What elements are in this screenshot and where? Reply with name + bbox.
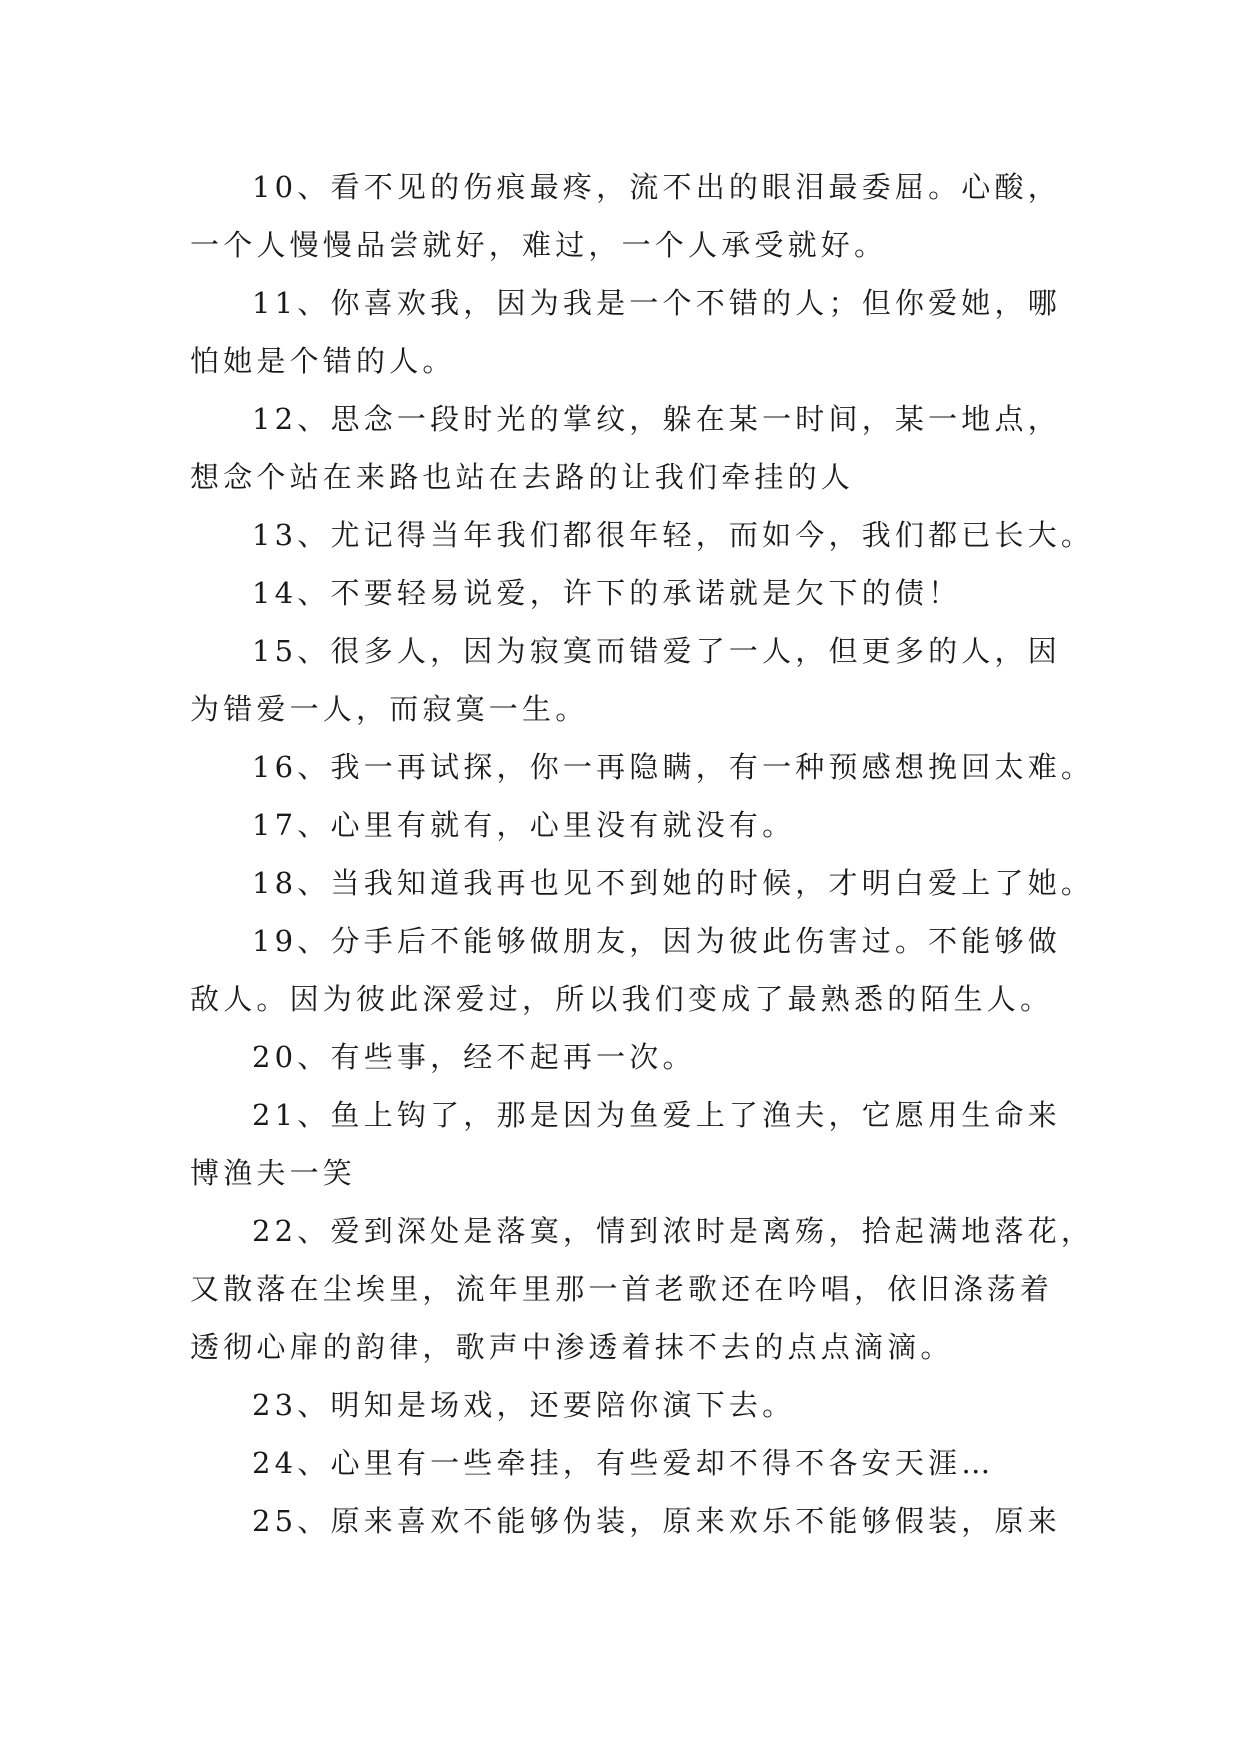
- paragraph-line: 22、爱到深处是落寞，情到浓时是离殇，拾起满地落花，: [252, 1214, 1095, 1248]
- paragraph-line: 19、分手后不能够做朋友，因为彼此伤害过。不能够做: [252, 924, 1061, 958]
- paragraph-line: 24、心里有一些牵挂，有些爱却不得不各安天涯…: [252, 1446, 995, 1480]
- paragraph-line: 13、尤记得当年我们都很年轻，而如今，我们都已长大。: [252, 518, 1095, 552]
- paragraph-15: [190, 622, 1070, 738]
- paragraph-22: [190, 1202, 1095, 1376]
- paragraph-21: [190, 1086, 1070, 1202]
- paragraph-20: [190, 1028, 1070, 1086]
- paragraph-23: [190, 1376, 1070, 1434]
- paragraph-line: 10、看不见的伤痕最疼，流不出的眼泪最委屈。心酸，: [252, 170, 1061, 204]
- paragraph-line: 16、我一再试探，你一再隐瞒，有一种预感想挽回太难。: [252, 750, 1095, 784]
- paragraph-line: 14、不要轻易说爱，许下的承诺就是欠下的债！: [252, 576, 962, 610]
- paragraph-24: [190, 1434, 1070, 1492]
- paragraph-line: 一个人慢慢品尝就好，难过，一个人承受就好。: [190, 228, 888, 262]
- paragraph-line: 11、你喜欢我，因为我是一个不错的人；但你爱她，哪: [252, 286, 1061, 320]
- paragraph-11: [190, 274, 1070, 390]
- paragraph-10: [190, 158, 1070, 274]
- document-body: [190, 158, 1095, 1550]
- paragraph-16: [190, 738, 1095, 796]
- paragraph-line: 23、明知是场戏，还要陪你演下去。: [252, 1388, 796, 1422]
- paragraph-12: [190, 390, 1070, 506]
- paragraph-13: [190, 506, 1095, 564]
- paragraph-line: 18、当我知道我再也见不到她的时候，才明白爱上了她。: [252, 866, 1095, 900]
- paragraph-line: 透彻心扉的韵律，歌声中渗透着抹不去的点点滴滴。: [190, 1330, 954, 1364]
- paragraph-25: [190, 1492, 1070, 1550]
- paragraph-line: 博渔夫一笑: [190, 1156, 357, 1190]
- paragraph-line: 敌人。因为彼此深爱过，所以我们变成了最熟悉的陌生人。: [190, 982, 1054, 1016]
- paragraph-line: 25、原来喜欢不能够伪装，原来欢乐不能够假装，原来: [252, 1504, 1061, 1538]
- paragraph-line: 20、有些事，经不起再一次。: [252, 1040, 696, 1074]
- paragraph-line: 想念个站在来路也站在去路的让我们牵挂的人: [190, 460, 855, 494]
- paragraph-line: 17、心里有就有，心里没有就没有。: [252, 808, 796, 842]
- paragraph-line: 怕她是个错的人。: [190, 344, 456, 378]
- paragraph-line: 21、鱼上钩了，那是因为鱼爱上了渔夫，它愿用生命来: [252, 1098, 1061, 1132]
- paragraph-19: [190, 912, 1070, 1028]
- paragraph-17: [190, 796, 1070, 854]
- paragraph-line: 又散落在尘埃里，流年里那一首老歌还在吟唱，依旧涤荡着: [190, 1272, 1054, 1306]
- paragraph-14: [190, 564, 1070, 622]
- paragraph-18: [190, 854, 1095, 912]
- paragraph-line: 12、思念一段时光的掌纹，躲在某一时间，某一地点，: [252, 402, 1061, 436]
- paragraph-line: 为错爱一人，而寂寞一生。: [190, 692, 589, 726]
- paragraph-line: 15、很多人，因为寂寞而错爱了一人，但更多的人，因: [252, 634, 1061, 668]
